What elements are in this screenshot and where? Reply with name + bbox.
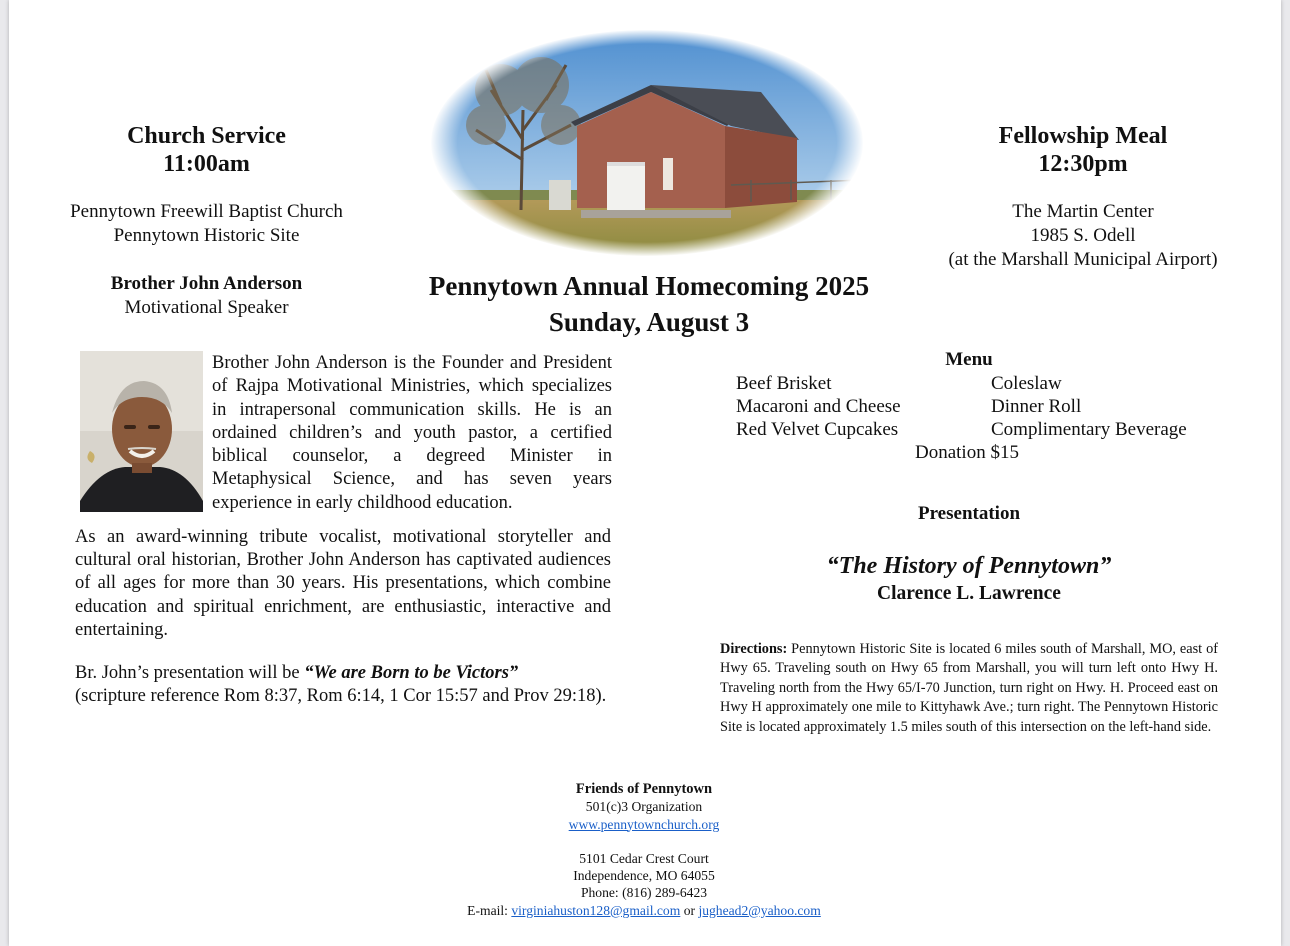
meal-venue-line2: 1985 S. Odell bbox=[1030, 225, 1136, 246]
event-date: Sunday, August 3 bbox=[548, 307, 750, 337]
menu-donation: Donation $15 bbox=[915, 442, 1019, 463]
speaker-role: Motivational Speaker bbox=[124, 297, 289, 318]
speaker-name: Brother John Anderson bbox=[110, 273, 303, 294]
presentation-heading: Presentation bbox=[917, 503, 1021, 524]
church-illustration bbox=[431, 30, 863, 256]
meal-venue-line1: The Martin Center bbox=[1012, 201, 1154, 222]
email-line bbox=[379, 902, 909, 919]
email-link-2[interactable]: jughead2@yahoo.com bbox=[698, 902, 821, 918]
directions-body: Pennytown Historic Site is located 6 miles south of Marshall, MO, east of Hwy 65. Traveling south on Hwy 65 from Marshall, you will turn left onto Hwy H. Traveling north from the Hwy 65/I-70 Junction, turn right on Hwy. H. Proceed east on Hwy H approximately one mile to Kittyhawk Ave.; turn right. The Pennytown Historic Site is located approximately 1.5 miles south of this intersection on the left-hand side. bbox=[720, 641, 1218, 735]
menu-item: Complimentary Beverage bbox=[991, 419, 1187, 440]
church-service-block bbox=[49, 122, 364, 320]
footer bbox=[379, 781, 909, 919]
fellowship-meal-time: 12:30pm bbox=[1038, 151, 1128, 177]
email-link-1[interactable]: virginiahuston128@gmail.com bbox=[511, 902, 681, 918]
menu-left-column bbox=[736, 372, 901, 441]
church-venue-line1: Pennytown Freewill Baptist Church bbox=[70, 201, 343, 222]
menu-item: Beef Brisket bbox=[736, 373, 832, 394]
bio-scripture-reference: (scripture reference Rom 8:37, Rom 6:14, 1 Cor 15:57 and Prov 29:18). bbox=[75, 686, 607, 707]
phone-number: Phone: (816) 289-6423 bbox=[580, 885, 708, 901]
event-title: Pennytown Annual Homecoming 2025 bbox=[428, 271, 870, 301]
bio-presentation-prefix: Br. John’s presentation will be bbox=[75, 663, 305, 683]
church-service-title: Church Service bbox=[127, 123, 286, 149]
church-venue-line2: Pennytown Historic Site bbox=[113, 225, 300, 246]
menu-title: Menu bbox=[945, 349, 993, 370]
email-label: E-mail: bbox=[467, 902, 512, 918]
menu-item: Macaroni and Cheese bbox=[736, 396, 901, 417]
website-link[interactable]: www.pennytownchurch.org bbox=[568, 816, 720, 832]
bio-paragraph-2: As an award-winning tribute vocalist, motivational storyteller and cultural oral historian, Brother John Anderson has captivated audiences of all ages for more than 30 years. His presentations, which combine education and spiritual enrichment, are enthusiastic, interactive and entertaining. bbox=[75, 527, 611, 640]
fellowship-meal-block bbox=[923, 122, 1243, 272]
event-headline bbox=[369, 268, 929, 340]
directions-label: Directions: bbox=[720, 641, 788, 657]
email-or: or bbox=[680, 902, 699, 918]
church-service-time: 11:00am bbox=[163, 151, 250, 177]
org-type: 501(c)3 Organization bbox=[585, 799, 703, 815]
speaker-portrait bbox=[80, 351, 203, 512]
menu-right-column bbox=[991, 372, 1187, 441]
menu-item: Coleslaw bbox=[991, 373, 1062, 394]
address-line2: Independence, MO 64055 bbox=[573, 868, 715, 884]
menu-item: Red Velvet Cupcakes bbox=[736, 419, 899, 440]
address-line1: 5101 Cedar Crest Court bbox=[579, 850, 709, 866]
org-name: Friends of Pennytown bbox=[575, 781, 713, 797]
presenter-name: Clarence L. Lawrence bbox=[877, 583, 1061, 604]
church-photo bbox=[431, 30, 863, 256]
fellowship-meal-title: Fellowship Meal bbox=[998, 123, 1168, 149]
directions-text bbox=[720, 640, 1218, 737]
presentation-title: “The History of Pennytown” bbox=[826, 553, 1112, 579]
menu-item: Dinner Roll bbox=[991, 396, 1082, 417]
bio-presentation-title: “We are Born to be Victors” bbox=[304, 663, 519, 683]
flyer-page bbox=[9, 0, 1281, 946]
bio-paragraph-3 bbox=[75, 662, 611, 708]
bio-paragraph-1: Brother John Anderson is the Founder and President of Rajpa Motivational Ministries, which specializes in intrapersonal communication skills. He is an ordained children’s and youth pastor, a certified biblical counselor, a degreed Minister in Metaphysical Science, and has seven years experience in early childhood education. bbox=[212, 353, 612, 513]
speaker-portrait-image bbox=[80, 351, 203, 512]
meal-venue-line3: (at the Marshall Municipal Airport) bbox=[948, 249, 1218, 270]
